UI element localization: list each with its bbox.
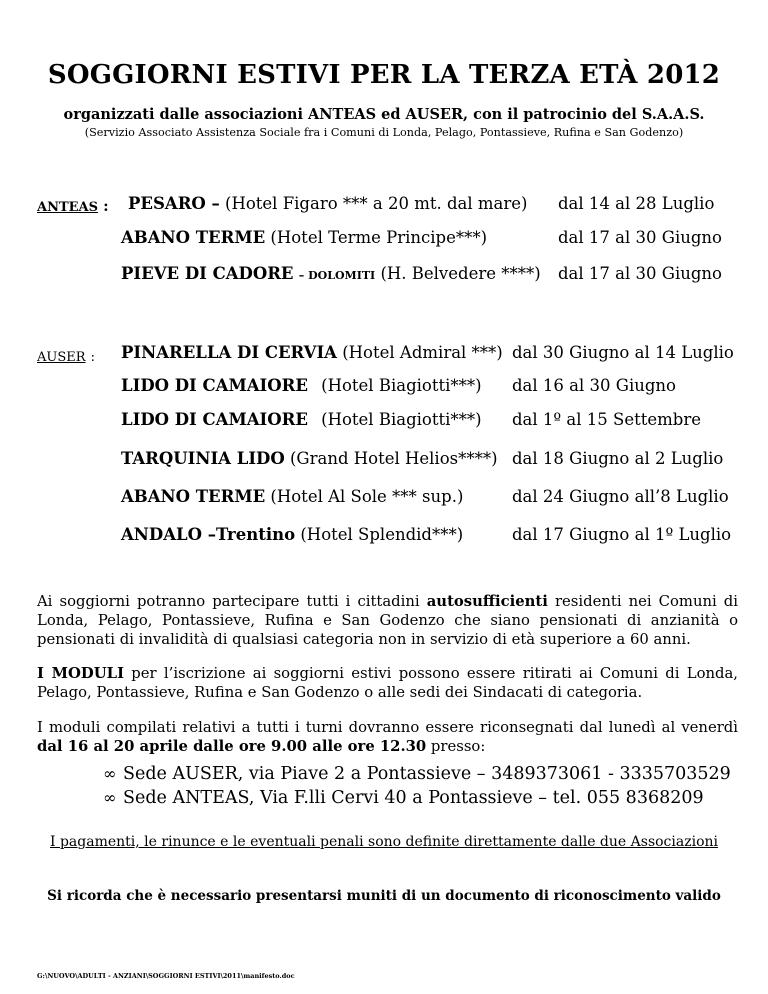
return-text-2: presso: <box>426 738 486 755</box>
contact-anteas-text: Sede ANTEAS, Via F.lli Cervi 40 a Pontassieve – tel. 055 8368209 <box>123 788 704 808</box>
contact-auser <box>103 764 731 784</box>
auser-stay-4-dates: dal 18 Giugno al 2 Luglio <box>512 449 724 468</box>
infinity-bullet-icon: ∞ <box>103 788 117 807</box>
forms-bold: I MODULI <box>37 665 124 682</box>
stay-hotel: (H. Belvedere ****) <box>380 264 541 283</box>
stay-hotel: (Grand Hotel Helios****) <box>289 449 498 468</box>
auser-stay-3 <box>121 410 482 429</box>
auser-stay-6 <box>121 525 463 544</box>
auser-stay-3-dates: dal 1º al 15 Settembre <box>512 410 701 429</box>
anteas-stay-1 <box>128 194 527 213</box>
contact-anteas <box>103 788 704 808</box>
anteas-colon: : <box>103 197 109 215</box>
forms-text: per l’iscrizione ai soggiorni estivi possono essere ritirati ai Comuni di Londa, Pelago, Pontassieve, Rufina e San Godenzo o alle sedi dei Sindacati di categoria. <box>37 665 739 701</box>
auser-label: AUSER <box>37 350 86 365</box>
auser-stay-1 <box>121 343 503 362</box>
return-text-1: I moduli compilati relativi a tutti i turni dovranno essere riconsegnati dal lunedì al venerdì <box>37 719 738 736</box>
eligibility-bold: autosufficienti <box>426 593 548 610</box>
infinity-bullet-icon: ∞ <box>103 764 117 783</box>
stay-place: PESARO – <box>128 194 220 213</box>
auser-stay-2-dates: dal 16 al 30 Giugno <box>512 376 676 395</box>
contact-auser-text: Sede AUSER, via Piave 2 a Pontassieve – 3489373061 - 3335703529 <box>123 764 731 784</box>
anteas-label: ANTEAS <box>37 200 99 215</box>
stay-place: ANDALO –Trentino <box>121 525 296 544</box>
auser-label-group <box>37 346 95 365</box>
eligibility-text-1: Ai soggiorni potranno partecipare tutti i cittadini <box>37 593 427 610</box>
stay-place: ABANO TERME <box>121 228 266 247</box>
stay-hotel: (Hotel Figaro *** a 20 mt. dal mare) <box>225 194 528 213</box>
stay-hotel: (Hotel Al Sole *** sup.) <box>270 487 464 506</box>
auser-stay-4 <box>121 449 498 468</box>
eligibility-paragraph <box>37 592 738 649</box>
stay-place: ABANO TERME <box>121 487 266 506</box>
payments-note: I pagamenti, le rinunce e le eventuali penali sono definite direttamente dalle due Associazioni <box>49 834 718 850</box>
stay-hotel: (Hotel Biagiotti***) <box>321 376 482 395</box>
anteas-stay-1-dates: dal 14 al 28 Luglio <box>558 194 715 213</box>
stay-hotel: (Hotel Terme Principe***) <box>270 228 488 247</box>
page-title: SOGGIORNI ESTIVI PER LA TERZA ETÀ 2012 <box>47 60 721 90</box>
reminder-note: Si ricorda che è necessario presentarsi muniti di un documento di riconoscimento valido <box>47 888 721 904</box>
forms-paragraph <box>37 664 738 702</box>
stay-place: TARQUINIA LIDO <box>121 449 285 468</box>
eligibility-text-2: residenti nei Comuni di Londa, Pelago, Pontassieve, Rufina e San Godenzo che siano pensionati di anzianità o pensionati di invalidità di qualsiasi categoria non in servizio di età superiore a 60 anni. <box>37 593 739 648</box>
stay-place: LIDO DI CAMAIORE <box>121 410 308 429</box>
auser-stay-1-dates: dal 30 Giugno al 14 Luglio <box>512 343 734 362</box>
anteas-stay-3 <box>121 264 541 283</box>
stay-hotel: (Hotel Admiral ***) <box>342 343 503 362</box>
footer-file-path: G:\NUOVO\ADULTI - ANZIANI\SOGGIORNI ESTIVI\2011\manifesto.doc <box>37 972 295 980</box>
saas-note: (Servizio Associato Assistenza Sociale fra i Comuni di Londa, Pelago, Pontassieve, Rufina e San Godenzo) <box>84 126 684 139</box>
stay-place: PINARELLA DI CERVIA <box>121 343 337 362</box>
page-subtitle: organizzati dalle associazioni ANTEAS ed AUSER, con il patrocinio del S.A.A.S. <box>63 106 705 123</box>
return-bold: dal 16 al 20 aprile dalle ore 9.00 alle ore 12.30 <box>37 738 427 755</box>
auser-stay-2 <box>121 376 482 395</box>
auser-colon: : <box>90 350 96 365</box>
anteas-stay-3-dates: dal 17 al 30 Giugno <box>558 264 722 283</box>
stay-place: LIDO DI CAMAIORE <box>121 376 308 395</box>
anteas-label-group <box>37 196 109 215</box>
stay-hotel: (Hotel Biagiotti***) <box>321 410 482 429</box>
auser-stay-5 <box>121 487 463 506</box>
stay-place: PIEVE DI CADORE <box>121 264 294 283</box>
stay-place-extra: – DOLOMITI <box>298 269 376 282</box>
anteas-stay-2 <box>121 228 487 247</box>
auser-stay-6-dates: dal 17 Giugno al 1º Luglio <box>512 525 732 544</box>
return-paragraph <box>37 718 738 756</box>
anteas-stay-2-dates: dal 17 al 30 Giugno <box>558 228 722 247</box>
stay-hotel: (Hotel Splendid***) <box>300 525 464 544</box>
auser-stay-5-dates: dal 24 Giugno all’8 Luglio <box>512 487 729 506</box>
